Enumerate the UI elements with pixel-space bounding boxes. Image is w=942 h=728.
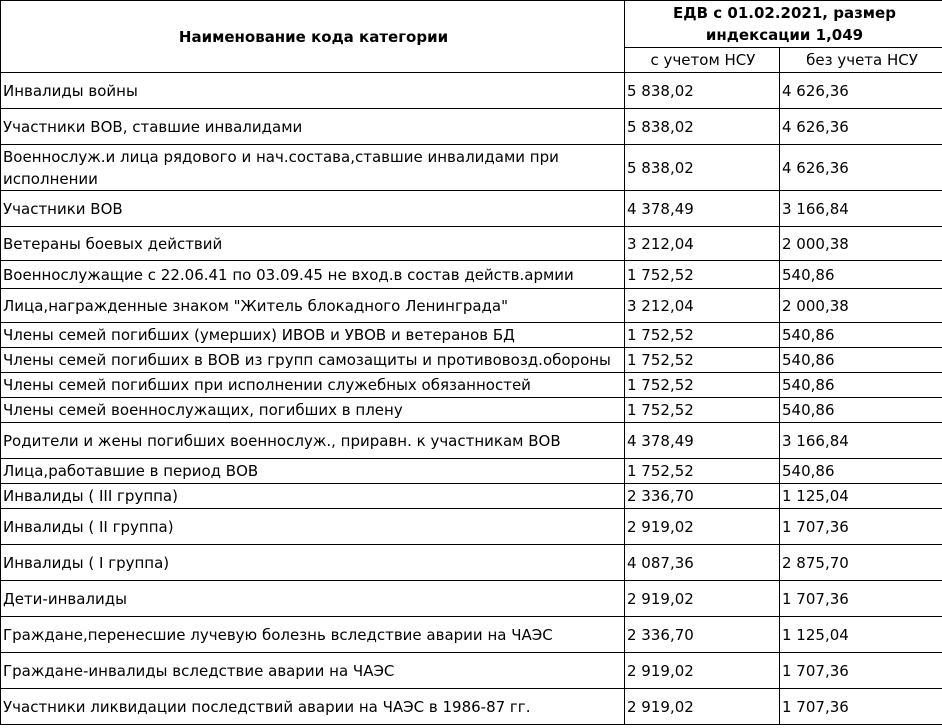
edv-group-header: ЕДВ с 01.02.2021, размер индексации 1,049 <box>625 1 942 48</box>
without-nsu-cell: 2 000,38 <box>780 227 942 261</box>
with-nsu-cell: 2 336,70 <box>625 617 780 653</box>
table-row <box>1 73 942 109</box>
table-row <box>1 459 942 484</box>
without-nsu-cell: 2 000,38 <box>780 289 942 323</box>
without-nsu-cell: 2 875,70 <box>780 545 942 581</box>
without-nsu-cell: 3 166,84 <box>780 423 942 459</box>
category-name-cell: Участники ВОВ, ставшие инвалидами <box>1 109 625 145</box>
category-name-cell: Инвалиды ( III группа) <box>1 484 625 509</box>
table-row <box>1 617 942 653</box>
table-row <box>1 323 942 348</box>
category-name-cell: Инвалиды войны <box>1 73 625 109</box>
category-name-cell: Граждане-инвалиды вследствие аварии на ЧАЭС <box>1 653 625 689</box>
with-nsu-cell: 4 378,49 <box>625 423 780 459</box>
category-name-cell: Граждане,перенесшие лучевую болезнь вследствие аварии на ЧАЭС <box>1 617 625 653</box>
with-nsu-header: с учетом НСУ <box>625 48 780 73</box>
table-row <box>1 145 942 191</box>
table-row <box>1 398 942 423</box>
with-nsu-cell: 5 838,02 <box>625 109 780 145</box>
category-name-cell: Инвалиды ( II группа) <box>1 509 625 545</box>
table-row <box>1 653 942 689</box>
with-nsu-cell: 5 838,02 <box>625 145 780 191</box>
category-name-cell: Инвалиды ( I группа) <box>1 545 625 581</box>
without-nsu-cell: 4 626,36 <box>780 109 942 145</box>
with-nsu-cell: 2 919,02 <box>625 689 780 725</box>
table-row <box>1 689 942 725</box>
without-nsu-cell: 540,86 <box>780 459 942 484</box>
without-nsu-cell: 540,86 <box>780 373 942 398</box>
table-row <box>1 484 942 509</box>
without-nsu-cell: 540,86 <box>780 398 942 423</box>
with-nsu-cell: 2 919,02 <box>625 509 780 545</box>
table-row <box>1 423 942 459</box>
category-name-cell: Члены семей погибших в ВОВ из групп самозащиты и противовозд.обороны <box>1 348 625 373</box>
without-nsu-cell: 3 166,84 <box>780 191 942 227</box>
without-nsu-cell: 1 707,36 <box>780 509 942 545</box>
with-nsu-cell: 1 752,52 <box>625 373 780 398</box>
table-row <box>1 227 942 261</box>
with-nsu-cell: 1 752,52 <box>625 323 780 348</box>
with-nsu-cell: 2 336,70 <box>625 484 780 509</box>
table-row <box>1 348 942 373</box>
category-name-cell: Ветераны боевых действий <box>1 227 625 261</box>
with-nsu-cell: 1 752,52 <box>625 459 780 484</box>
table-row <box>1 373 942 398</box>
without-nsu-cell: 4 626,36 <box>780 145 942 191</box>
with-nsu-cell: 3 212,04 <box>625 289 780 323</box>
with-nsu-cell: 2 919,02 <box>625 581 780 617</box>
category-name-cell: Участники ВОВ <box>1 191 625 227</box>
category-name-cell: Родители и жены погибших военнослуж., приравн. к участникам ВОВ <box>1 423 625 459</box>
category-name-cell: Дети-инвалиды <box>1 581 625 617</box>
without-nsu-cell: 1 125,04 <box>780 484 942 509</box>
table-row <box>1 109 942 145</box>
table-row <box>1 509 942 545</box>
table-row <box>1 581 942 617</box>
category-name-cell: Члены семей военнослужащих, погибших в плену <box>1 398 625 423</box>
category-name-cell: Участники ликвидации последствий аварии на ЧАЭС в 1986-87 гг. <box>1 689 625 725</box>
table-row <box>1 545 942 581</box>
with-nsu-cell: 1 752,52 <box>625 261 780 289</box>
without-nsu-cell: 1 707,36 <box>780 689 942 725</box>
category-name-cell: Члены семей погибших при исполнении служебных обязанностей <box>1 373 625 398</box>
with-nsu-cell: 3 212,04 <box>625 227 780 261</box>
table-body <box>1 73 942 725</box>
category-name-cell: Военнослужащие с 22.06.41 по 03.09.45 не вход.в состав действ.армии <box>1 261 625 289</box>
without-nsu-cell: 540,86 <box>780 323 942 348</box>
category-name-cell: Члены семей погибших (умерших) ИВОВ и УВОВ и ветеранов БД <box>1 323 625 348</box>
without-nsu-header: без учета НСУ <box>780 48 942 73</box>
without-nsu-cell: 1 125,04 <box>780 617 942 653</box>
with-nsu-cell: 1 752,52 <box>625 398 780 423</box>
without-nsu-cell: 4 626,36 <box>780 73 942 109</box>
with-nsu-cell: 4 087,36 <box>625 545 780 581</box>
table-row <box>1 191 942 227</box>
with-nsu-cell: 4 378,49 <box>625 191 780 227</box>
with-nsu-cell: 2 919,02 <box>625 653 780 689</box>
category-name-cell: Лица,награжденные знаком "Житель блокадного Ленинграда" <box>1 289 625 323</box>
with-nsu-cell: 1 752,52 <box>625 348 780 373</box>
category-column-header: Наименование кода категории <box>1 1 625 73</box>
without-nsu-cell: 540,86 <box>780 348 942 373</box>
category-name-cell: Военнослуж.и лица рядового и нач.состава,ставшие инвалидами при исполнении <box>1 145 625 191</box>
table-row <box>1 261 942 289</box>
category-name-cell: Лица,работавшие в период ВОВ <box>1 459 625 484</box>
without-nsu-cell: 540,86 <box>780 261 942 289</box>
table-row <box>1 289 942 323</box>
without-nsu-cell: 1 707,36 <box>780 581 942 617</box>
with-nsu-cell: 5 838,02 <box>625 73 780 109</box>
without-nsu-cell: 1 707,36 <box>780 653 942 689</box>
